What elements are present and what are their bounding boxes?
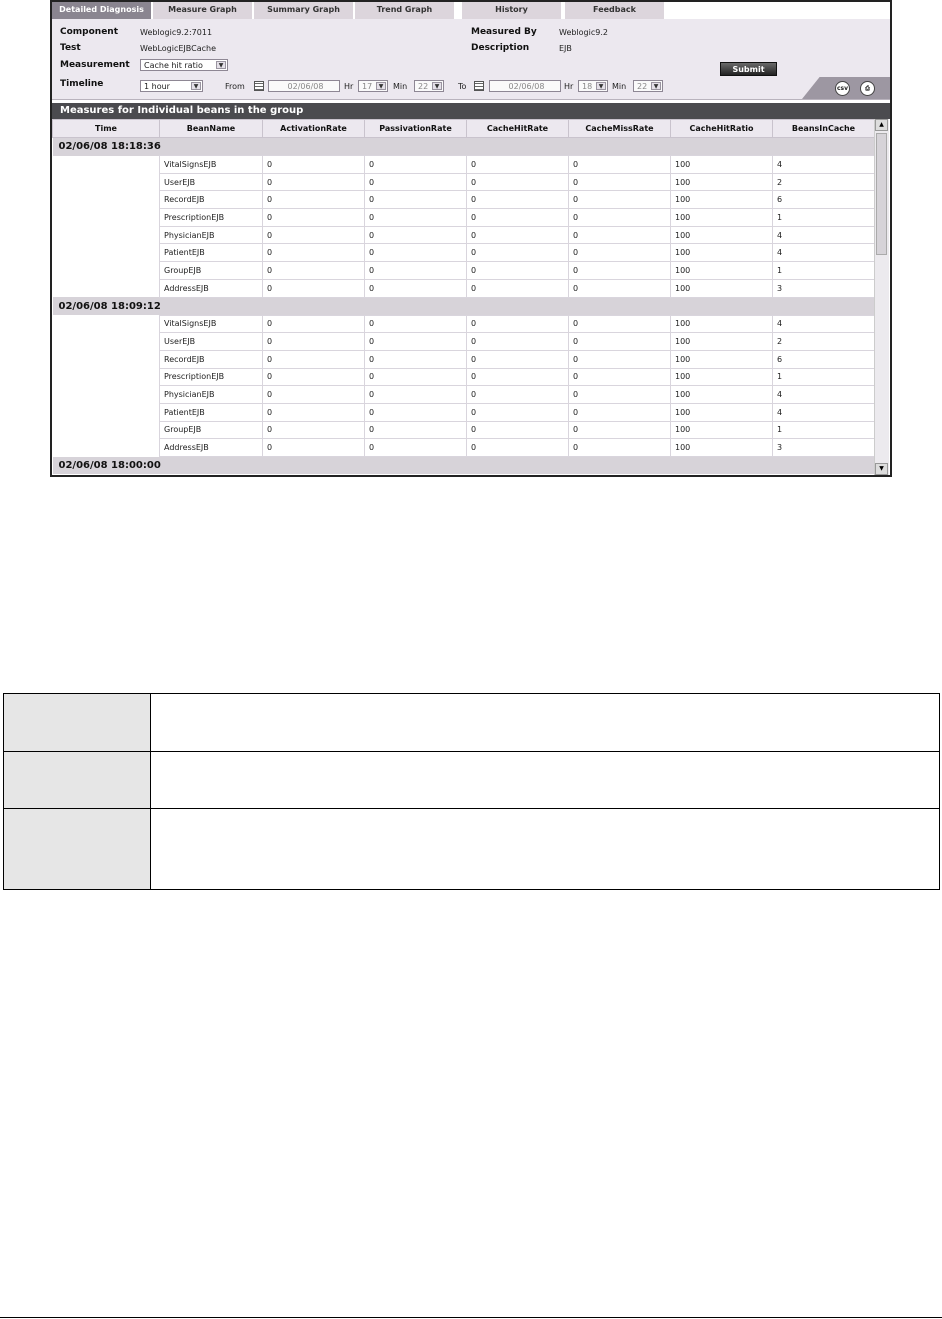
metric-cell: 0 (263, 350, 365, 368)
metric-cell: 0 (467, 209, 569, 227)
bean-name-cell: GroupEJB (160, 421, 263, 439)
scroll-down-icon[interactable]: ▼ (875, 463, 888, 475)
table-scrollbar[interactable] (874, 119, 889, 475)
calendar-icon[interactable] (254, 81, 264, 91)
group-time-row (53, 457, 875, 475)
to-hr-label: Hr (564, 82, 574, 91)
table-row (53, 315, 875, 333)
tab-bar (52, 2, 890, 19)
test-label: Test (60, 43, 81, 53)
metric-cell: 0 (263, 421, 365, 439)
bean-name-cell: UserEJB (160, 333, 263, 351)
to-label: To (458, 82, 467, 91)
to-hr-value: 18 (582, 82, 593, 91)
metric-cell: 100 (671, 403, 773, 421)
column-header[interactable]: ActivationRate (263, 120, 365, 138)
metric-cell: 0 (263, 191, 365, 209)
tab-trend-graph[interactable]: Trend Graph (355, 2, 456, 19)
print-icon[interactable]: ⎙ (860, 81, 875, 96)
metric-cell: 0 (569, 191, 671, 209)
measurement-select[interactable] (140, 59, 228, 71)
bean-name-cell: AddressEJB (160, 439, 263, 457)
metric-cell: 0 (569, 262, 671, 280)
info-value-cell (151, 809, 940, 890)
bean-name-cell: PrescriptionEJB (160, 209, 263, 227)
submit-button[interactable]: Submit (720, 62, 777, 76)
metric-cell: 3 (773, 439, 875, 457)
column-header[interactable]: Time (53, 120, 160, 138)
bean-name-cell: UserEJB (160, 173, 263, 191)
metric-cell: 100 (671, 262, 773, 280)
metric-cell: 100 (671, 421, 773, 439)
metric-cell: 100 (671, 350, 773, 368)
bean-name-cell: RecordEJB (160, 350, 263, 368)
test-value: WebLogicEJBCache (140, 44, 216, 53)
metric-cell: 100 (671, 386, 773, 404)
scroll-thumb[interactable] (876, 133, 887, 255)
bean-name-cell: PatientEJB (160, 403, 263, 421)
metric-cell: 100 (671, 156, 773, 174)
info-row (4, 752, 940, 809)
metric-cell: 100 (671, 191, 773, 209)
metric-cell: 4 (773, 244, 875, 262)
component-label: Component (60, 27, 119, 37)
group-timestamp: 02/06/08 18:00:00 (53, 457, 875, 475)
measurement-label: Measurement (60, 60, 130, 70)
table-header-row (53, 120, 875, 138)
table-row (53, 244, 875, 262)
metric-cell: 0 (569, 279, 671, 297)
metric-cell: 100 (671, 439, 773, 457)
from-date-input[interactable]: 02/06/08 (268, 80, 340, 92)
metric-cell: 0 (569, 156, 671, 174)
metric-cell: 0 (263, 262, 365, 280)
metric-cell: 100 (671, 315, 773, 333)
table-row (53, 262, 875, 280)
metric-cell: 1 (773, 368, 875, 386)
metric-cell: 0 (467, 403, 569, 421)
chevron-down-icon: ▼ (216, 61, 226, 69)
measured-by-value: Weblogic9.2 (559, 28, 608, 37)
metric-cell: 3 (773, 279, 875, 297)
csv-export-icon[interactable]: csv (835, 81, 850, 96)
tab-history[interactable]: History (462, 2, 563, 19)
info-row (4, 694, 940, 752)
metric-cell: 0 (569, 244, 671, 262)
metric-cell: 0 (467, 368, 569, 386)
column-header[interactable]: PassivationRate (365, 120, 467, 138)
metric-cell: 0 (365, 279, 467, 297)
measured-by-label: Measured By (471, 27, 537, 37)
chevron-down-icon: ▼ (651, 82, 661, 90)
metric-cell: 4 (773, 403, 875, 421)
metric-cell: 100 (671, 209, 773, 227)
metric-cell: 0 (467, 262, 569, 280)
calendar-icon[interactable] (474, 81, 484, 91)
time-cell (53, 226, 160, 244)
table-row (53, 386, 875, 404)
metric-cell: 0 (569, 173, 671, 191)
table-row (53, 226, 875, 244)
metric-cell: 0 (467, 439, 569, 457)
bean-name-cell: PatientEJB (160, 244, 263, 262)
metric-cell: 0 (365, 421, 467, 439)
bean-name-cell: RecordEJB (160, 191, 263, 209)
info-value-cell (151, 694, 940, 752)
time-cell (53, 439, 160, 457)
time-cell (53, 350, 160, 368)
time-cell (53, 386, 160, 404)
metric-cell: 0 (467, 279, 569, 297)
time-cell (53, 209, 160, 227)
table-row (53, 279, 875, 297)
tab-measure-graph[interactable]: Measure Graph (153, 2, 254, 19)
metric-cell: 4 (773, 386, 875, 404)
metric-cell: 0 (263, 386, 365, 404)
metric-cell: 0 (263, 226, 365, 244)
info-row (4, 809, 940, 890)
from-label: From (225, 82, 245, 91)
bean-name-cell: VitalSignsEJB (160, 315, 263, 333)
metric-cell: 0 (365, 315, 467, 333)
to-min-value: 22 (637, 82, 648, 91)
metric-cell: 100 (671, 226, 773, 244)
metric-cell: 0 (263, 403, 365, 421)
metric-cell: 0 (467, 421, 569, 439)
from-min-label: Min (393, 82, 408, 91)
metric-cell: 100 (671, 368, 773, 386)
time-cell (53, 244, 160, 262)
time-cell (53, 421, 160, 439)
column-header[interactable]: CacheHitRate (467, 120, 569, 138)
info-key-cell (4, 752, 151, 809)
section-title: Measures for Individual beans in the group (52, 103, 890, 119)
metric-cell: 0 (365, 350, 467, 368)
bean-name-cell: PhysicianEJB (160, 226, 263, 244)
scroll-up-icon[interactable]: ▲ (875, 119, 888, 131)
measures-table-wrapper (52, 119, 874, 475)
metric-cell: 0 (467, 315, 569, 333)
description-value: EJB (559, 44, 572, 53)
metric-cell: 0 (263, 173, 365, 191)
from-min-value: 22 (418, 82, 429, 91)
from-hr-label: Hr (344, 82, 354, 91)
metric-cell: 0 (467, 386, 569, 404)
time-cell (53, 173, 160, 191)
group-time-row (53, 297, 875, 315)
metric-cell: 0 (467, 333, 569, 351)
metric-cell: 0 (365, 262, 467, 280)
timeline-label: Timeline (60, 79, 104, 89)
tab-summary-graph[interactable]: Summary Graph (254, 2, 355, 19)
metric-cell: 0 (569, 350, 671, 368)
measurement-select-value: Cache hit ratio (144, 61, 203, 70)
chevron-down-icon: ▼ (596, 82, 606, 90)
chevron-down-icon: ▼ (191, 82, 201, 90)
metric-cell: 0 (365, 191, 467, 209)
time-cell (53, 403, 160, 421)
measures-table (52, 119, 874, 474)
to-min-label: Min (612, 82, 627, 91)
metric-cell: 0 (467, 244, 569, 262)
metric-cell: 4 (773, 315, 875, 333)
metric-cell: 6 (773, 350, 875, 368)
table-row (53, 156, 875, 174)
metric-cell: 0 (467, 173, 569, 191)
metric-cell: 0 (365, 156, 467, 174)
footer-rule (0, 1317, 942, 1318)
table-row (53, 439, 875, 457)
info-key-cell (4, 809, 151, 890)
metric-cell: 0 (263, 333, 365, 351)
info-key-cell (4, 694, 151, 752)
metric-cell: 100 (671, 244, 773, 262)
time-cell (53, 191, 160, 209)
metric-cell: 1 (773, 209, 875, 227)
metric-cell: 0 (263, 156, 365, 174)
metric-cell: 1 (773, 421, 875, 439)
metric-cell: 0 (569, 421, 671, 439)
time-cell (53, 156, 160, 174)
group-time-row (53, 138, 875, 156)
metric-cell: 0 (467, 156, 569, 174)
metric-cell: 0 (365, 244, 467, 262)
metric-cell: 0 (569, 333, 671, 351)
column-header[interactable]: CacheHitRatio (671, 120, 773, 138)
table-row (53, 333, 875, 351)
metric-cell: 0 (365, 368, 467, 386)
metric-cell: 0 (467, 191, 569, 209)
metric-cell: 0 (569, 368, 671, 386)
metric-cell: 0 (365, 226, 467, 244)
metric-cell: 100 (671, 173, 773, 191)
metric-cell: 100 (671, 279, 773, 297)
metric-cell: 6 (773, 191, 875, 209)
metric-cell: 0 (263, 209, 365, 227)
component-value: Weblogic9.2:7011 (140, 28, 213, 37)
tab-feedback[interactable]: Feedback (565, 2, 666, 19)
metric-cell: 0 (569, 439, 671, 457)
metric-cell: 0 (365, 333, 467, 351)
bean-name-cell: GroupEJB (160, 262, 263, 280)
time-cell (53, 333, 160, 351)
column-header[interactable]: BeansInCache (773, 120, 875, 138)
table-row (53, 209, 875, 227)
metric-cell: 2 (773, 333, 875, 351)
time-cell (53, 368, 160, 386)
table-row (53, 173, 875, 191)
metric-cell: 4 (773, 226, 875, 244)
bean-name-cell: PhysicianEJB (160, 386, 263, 404)
metric-cell: 0 (365, 386, 467, 404)
metric-cell: 1 (773, 262, 875, 280)
to-hr-select[interactable] (578, 80, 608, 92)
description-label: Description (471, 43, 530, 53)
metric-cell: 0 (569, 403, 671, 421)
bean-name-cell: PrescriptionEJB (160, 368, 263, 386)
time-cell (53, 262, 160, 280)
table-row (53, 350, 875, 368)
table-row (53, 421, 875, 439)
time-cell (53, 315, 160, 333)
group-timestamp: 02/06/08 18:09:12 (53, 297, 875, 315)
info-table (3, 693, 940, 890)
tab-detailed-diagnosis[interactable]: Detailed Diagnosis (52, 2, 153, 19)
metric-cell: 0 (467, 226, 569, 244)
filter-panel (52, 19, 890, 100)
from-hr-value: 17 (362, 82, 373, 91)
time-cell (53, 279, 160, 297)
from-min-select[interactable] (414, 80, 444, 92)
metric-cell: 0 (263, 439, 365, 457)
metric-cell: 0 (263, 279, 365, 297)
table-row (53, 368, 875, 386)
table-row (53, 403, 875, 421)
chevron-down-icon: ▼ (376, 82, 386, 90)
table-row (53, 191, 875, 209)
metric-cell: 0 (263, 368, 365, 386)
to-date-input[interactable]: 02/06/08 (489, 80, 561, 92)
column-header[interactable]: BeanName (160, 120, 263, 138)
metric-cell: 0 (365, 403, 467, 421)
timeline-select-value: 1 hour (144, 82, 170, 91)
metric-cell: 0 (569, 226, 671, 244)
metric-cell: 0 (365, 209, 467, 227)
bean-name-cell: AddressEJB (160, 279, 263, 297)
metric-cell: 0 (263, 315, 365, 333)
group-timestamp: 02/06/08 18:18:36 (53, 138, 875, 156)
column-header[interactable]: CacheMissRate (569, 120, 671, 138)
from-hr-select[interactable] (358, 80, 388, 92)
metric-cell: 100 (671, 333, 773, 351)
metric-cell: 0 (569, 315, 671, 333)
timeline-select[interactable] (140, 80, 203, 92)
metric-cell: 0 (467, 350, 569, 368)
metric-cell: 0 (263, 244, 365, 262)
info-value-cell (151, 752, 940, 809)
metric-cell: 0 (365, 173, 467, 191)
bean-name-cell: VitalSignsEJB (160, 156, 263, 174)
metric-cell: 0 (569, 209, 671, 227)
metric-cell: 4 (773, 156, 875, 174)
diagnosis-screenshot (50, 0, 892, 477)
metric-cell: 0 (569, 386, 671, 404)
to-min-select[interactable] (633, 80, 663, 92)
metric-cell: 0 (365, 439, 467, 457)
chevron-down-icon: ▼ (432, 82, 442, 90)
metric-cell: 2 (773, 173, 875, 191)
